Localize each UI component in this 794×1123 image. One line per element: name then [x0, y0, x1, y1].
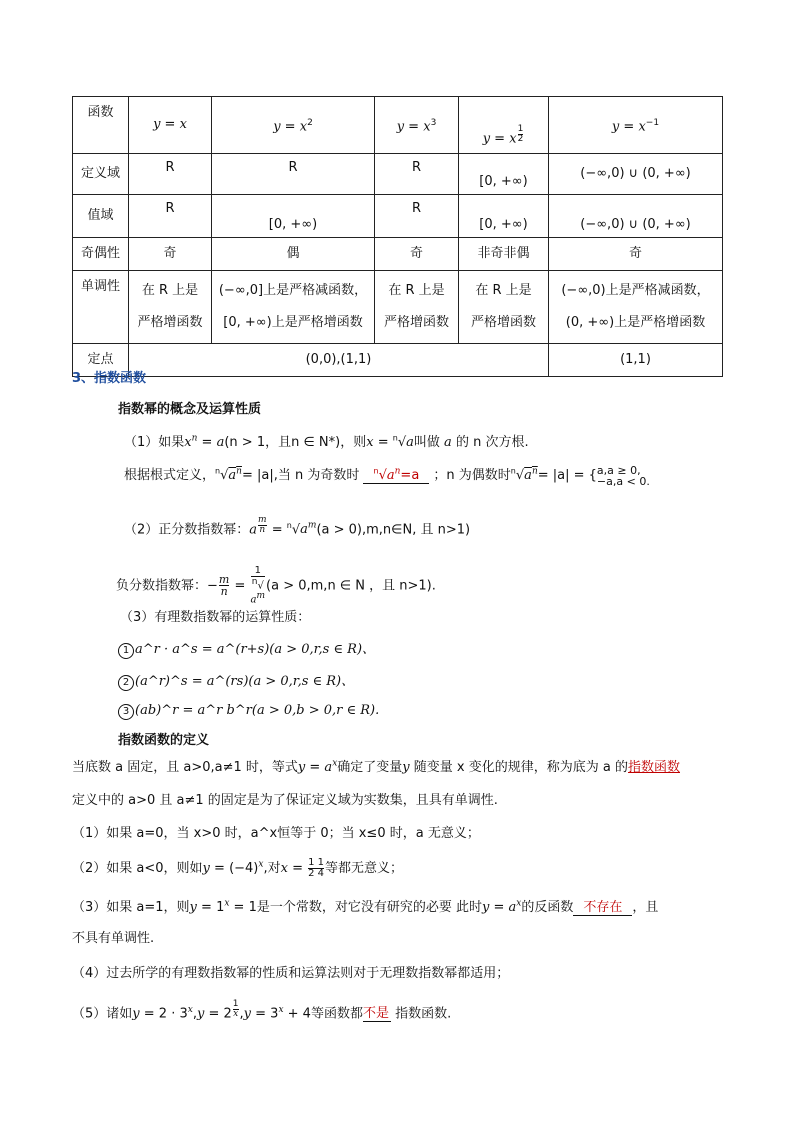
case-3: （3）如果 a=1，则$y = 1^x = 1$是一个常数，对它没有研究的必要 此时$y = a^x$的反函数 不存在 ，且	[72, 898, 659, 915]
monotonicity-cell: 在 R 上是 严格增函数	[375, 271, 459, 344]
table-row	[73, 238, 723, 271]
case-1: （1）如果 a=0，当 x>0 时，a^x恒等于 0；当 x≤0 时，a 无意义；	[72, 826, 480, 841]
positive-fractional-exponent: （2）正分数指数幂：a $^{\frac{m}{n}}$ = $^n√a^m(a$ > 0),m,n∈N, 且 n>1)	[124, 515, 471, 538]
operation-properties-intro: （3）有理数指数幂的运算性质：	[120, 610, 311, 625]
case-4: （4）过去所学的有理数指数幂的性质和运算法则对于无理数指数幂都适用；	[72, 966, 510, 981]
radical-rule: 根据根式定义，$^n√a^n= |a|$,当 n 为奇数时 $^n√a^n=a$ ；n 为偶数时$^n√a^n= |a|$ = { a,a ≥ 0, −a,a < 0.	[124, 463, 650, 488]
range-cell: [0, +∞)	[459, 195, 549, 238]
row-header: 函数	[73, 97, 129, 154]
range-cell: (−∞,0) ∪ (0, +∞)	[549, 195, 723, 238]
parity-cell: 奇	[549, 238, 723, 271]
domain-cell: R	[212, 154, 375, 195]
exponential-definition: 当底数 a 固定，且 a>0,a≠1 时，等式$y = a^x$确定了变量y 随变量 x 变化的规律，称为底为 a 的指数函数	[72, 758, 680, 775]
function-cell: $y = x^{-1}$	[549, 97, 723, 154]
operation-rule-1: 1 a^r · a^s = a^(r+s)(a > 0,r,s ∈ R)、	[118, 638, 375, 659]
row-header: 定义域	[73, 154, 129, 195]
table-row	[73, 97, 723, 154]
parity-cell: 奇	[375, 238, 459, 271]
row-header: 单调性	[73, 271, 129, 344]
row-header: 定点	[73, 344, 129, 377]
function-cell: y = x $^{\frac{1}{2}}$	[459, 97, 549, 154]
operation-rule-3: 3 (ab)^r = a^r b^r(a > 0,b > 0,r ∈ R).	[118, 703, 379, 720]
monotonicity-cell: 在 R 上是 严格增函数	[459, 271, 549, 344]
nth-root-definition: （1）如果$x^n = a(n > 1$，且n ∈ N*)，则x = $^n$√a叫做 a 的 n 次方根.	[124, 433, 529, 450]
subheading-exponent-concept: 指数幂的概念及运算性质	[118, 402, 262, 417]
table-row	[73, 344, 723, 377]
row-header: 奇偶性	[73, 238, 129, 271]
function-cell: $y = x^3$	[375, 97, 459, 154]
domain-cell: R	[129, 154, 212, 195]
parity-cell: 非奇非偶	[459, 238, 549, 271]
monotonicity-cell: (−∞,0]上是严格减函数， [0, +∞)上是严格增函数	[212, 271, 375, 344]
table-row	[73, 195, 723, 238]
fixed-point-cell: (0,0),(1,1)	[129, 344, 549, 377]
case-3-continuation: 不具有单调性.	[72, 931, 155, 946]
table-row	[73, 154, 723, 195]
parity-cell: 偶	[212, 238, 375, 271]
function-cell: $y = x^2$	[212, 97, 375, 154]
section-heading: 3、指数函数	[72, 371, 147, 386]
range-cell: [0, +∞)	[212, 195, 375, 238]
fixed-point-cell: (1,1)	[549, 344, 723, 377]
row-header: 值域	[73, 195, 129, 238]
negative-fractional-exponent: 负分数指数幂：− $\frac{m}{n}$ = 1 $^n$√ $a^m$ (a > 0,m,n ∈ N ，且 n>1).	[116, 565, 436, 606]
case-5: （5）诸如$y = 2 \cdot 3^x,y = 2$ $^{\frac{1}{x}}$ $,y = 3^x + 4$等函数都不是 指数函数.	[72, 999, 452, 1022]
range-cell: R	[375, 195, 459, 238]
monotonicity-cell: 在 R 上是 严格增函数	[129, 271, 212, 344]
function-cell: y = x	[129, 97, 212, 154]
domain-cell: R	[375, 154, 459, 195]
domain-cell: (−∞,0) ∪ (0, +∞)	[549, 154, 723, 195]
table-row	[73, 271, 723, 344]
subheading-exponential-definition: 指数函数的定义	[118, 733, 210, 748]
definition-note: 定义中的 a>0 且 a≠1 的固定是为了保证定义域为实数集，且具有单调性.	[72, 793, 498, 808]
power-function-table	[72, 96, 723, 377]
range-cell: R	[129, 195, 212, 238]
domain-cell: [0, +∞)	[459, 154, 549, 195]
case-2: （2）如果 a<0，则如$y = (-4)^x$,对x = $\frac{1 1}{2 4}$ 等都无意义；	[72, 857, 404, 879]
operation-rule-2: 2 (a^r)^s = a^(rs)(a > 0,r,s ∈ R)、	[118, 670, 354, 691]
monotonicity-cell: (−∞,0)上是严格减函数， (0, +∞)上是严格增函数	[549, 271, 723, 344]
parity-cell: 奇	[129, 238, 212, 271]
